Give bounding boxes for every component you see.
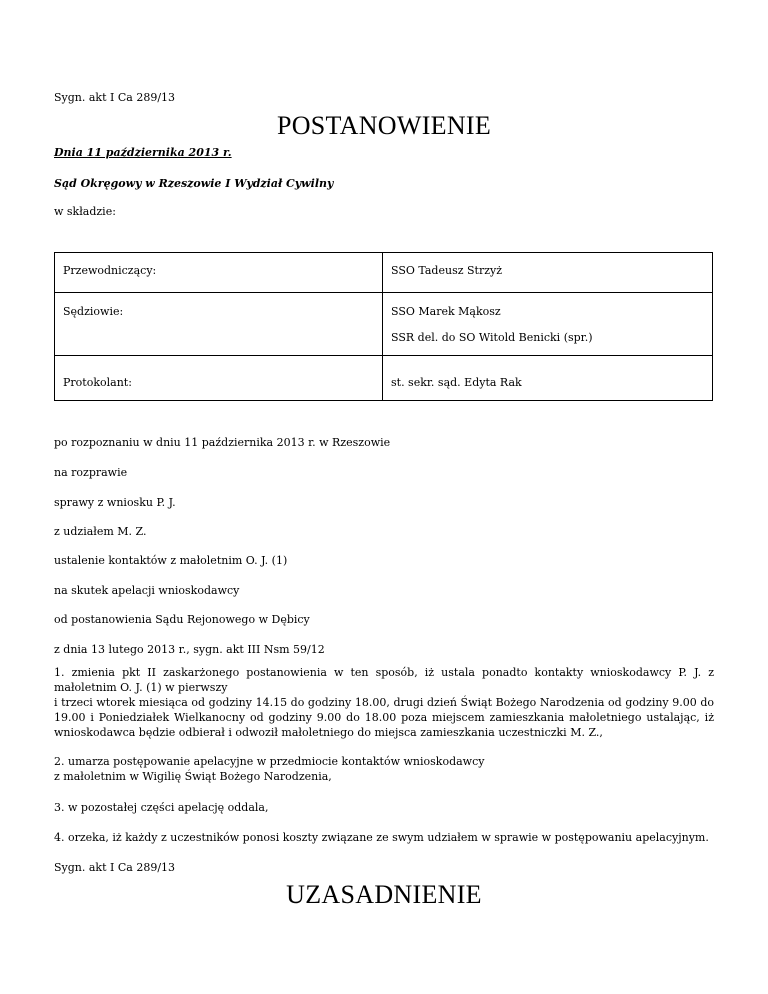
composition-cell bbox=[383, 253, 713, 293]
ruling-date: Dnia 11 października 2013 r. bbox=[54, 146, 232, 159]
case-subject: ustalenie kontaktów z małoletnim O. J. (1) bbox=[54, 554, 288, 567]
ruling-point-3: 3. w pozostałej części apelację oddala, bbox=[54, 801, 269, 814]
chair-label: Przewodniczący: bbox=[63, 264, 157, 277]
lower-court-ruling: od postanowienia Sądu Rejonowego w Dębicy bbox=[54, 613, 310, 626]
composition-cell bbox=[55, 293, 383, 356]
composition-table bbox=[54, 252, 713, 401]
lower-court-date: z dnia 13 lutego 2013 r., sygn. akt III Nsm 59/12 bbox=[54, 643, 325, 656]
footer-case-signature: Sygn. akt I Ca 289/13 bbox=[54, 861, 176, 874]
composition-label: w składzie: bbox=[54, 205, 116, 218]
case-applicant: sprawy z wniosku P. J. bbox=[54, 496, 176, 509]
clerk-name: st. sekr. sąd. Edyta Rak bbox=[391, 376, 522, 389]
judge-2-name: SSR del. do SO Witold Benicki (spr.) bbox=[391, 331, 593, 344]
ruling-point-2 bbox=[54, 754, 714, 784]
hearing-type: na rozprawie bbox=[54, 466, 128, 479]
clerk-label: Protokolant: bbox=[63, 376, 132, 389]
document-title: POSTANOWIENIE bbox=[276, 111, 492, 140]
judge-1-name: SSO Marek Mąkosz bbox=[391, 305, 501, 318]
appeal-info: na skutek apelacji wnioskodawcy bbox=[54, 584, 240, 597]
ruling-point-2-first: 2. umarza postępowanie apelacyjne w przedmiocie kontaktów wnioskodawcy bbox=[54, 755, 485, 768]
ruling-point-1-rest: i trzeci wtorek miesiąca od godziny 14.15 do godziny 18.00, drugi dzień Świąt Bożego Narodzenia od godziny 9.00 do 19.00 i Poniedziałek Wielkanocny od godziny 9.00 do 18.00 poza miejscem zamieszkania małoletniego ustalając, iż wnioskodawca będzie odbierał i odwoził małoletniego do miejsca zamieszkania uczestniczki M. Z., bbox=[54, 696, 714, 739]
ruling-point-1-first: 1. zmienia pkt II zaskarżonego postanowienia w ten sposób, iż ustala ponadto kontakty wnioskodawcy P. J. z małoletnim O. J. (1) w pierwszy bbox=[54, 666, 714, 694]
case-signature: Sygn. akt I Ca 289/13 bbox=[54, 91, 176, 104]
composition-row-judges bbox=[55, 293, 713, 356]
justification-title: UZASADNIENIE bbox=[286, 880, 482, 909]
judges-label: Sędziowie: bbox=[63, 305, 124, 318]
ruling-point-2-rest: z małoletnim w Wigilię Świąt Bożego Narodzenia, bbox=[54, 770, 332, 783]
court-name: Sąd Okręgowy w Rzeszowie I Wydział Cywilny bbox=[54, 177, 334, 190]
chair-name: SSO Tadeusz Strzyż bbox=[391, 264, 503, 277]
composition-cell bbox=[55, 253, 383, 293]
composition-cell bbox=[55, 356, 383, 401]
hearing-info: po rozpoznaniu w dniu 11 października 2013 r. w Rzeszowie bbox=[54, 436, 391, 449]
composition-cell bbox=[383, 356, 713, 401]
composition-row-chair bbox=[55, 253, 713, 293]
case-participant: z udziałem M. Z. bbox=[54, 525, 147, 538]
ruling-point-1 bbox=[54, 665, 714, 740]
ruling-point-4: 4. orzeka, iż każdy z uczestników ponosi koszty związane ze swym udziałem w sprawie w postępowaniu apelacyjnym. bbox=[54, 831, 709, 844]
composition-row-clerk bbox=[55, 356, 713, 401]
composition-cell bbox=[383, 293, 713, 356]
